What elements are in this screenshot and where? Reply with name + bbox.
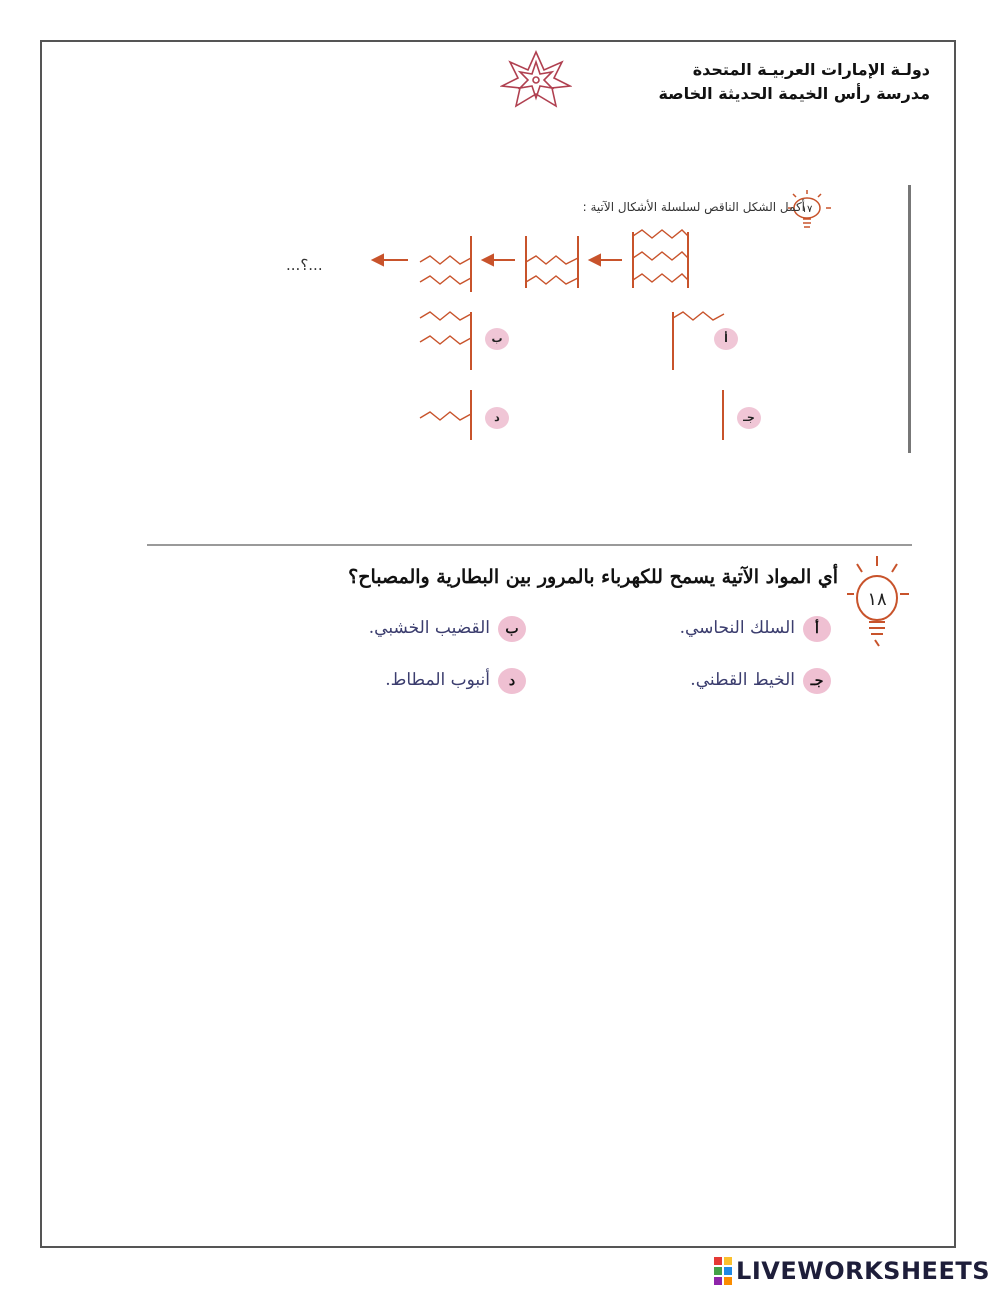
question17-option-d[interactable]: د bbox=[485, 407, 509, 429]
sequence-shape-2 bbox=[526, 236, 578, 288]
liveworksheets-brand: LIVEWORKSHEETS bbox=[736, 1257, 990, 1285]
header-country: دولـة الإمارات العربيـة المتحدة bbox=[692, 60, 930, 79]
option-b-shape bbox=[420, 312, 471, 370]
sequence-arrow-1 bbox=[590, 255, 622, 265]
question18-option-d-text: أنبوب المطاط. bbox=[385, 670, 490, 690]
question18-option-c-circle[interactable]: جـ bbox=[803, 668, 831, 694]
liveworksheets-footer bbox=[714, 1256, 990, 1286]
section-divider bbox=[147, 544, 912, 546]
question17-number: ١٧ bbox=[801, 204, 813, 215]
liveworksheets-logo-icon bbox=[714, 1257, 732, 1285]
sequence-shape-1 bbox=[633, 230, 688, 288]
question18-option-a-text: السلك النحاسي. bbox=[679, 618, 795, 638]
question18-option-b-circle[interactable]: ب bbox=[498, 616, 526, 642]
question18-number: ١٨ bbox=[867, 589, 887, 610]
question18-option-a-circle[interactable]: أ bbox=[803, 616, 831, 642]
sequence-placeholder: ...؟... bbox=[286, 256, 323, 274]
sequence-shape-3 bbox=[420, 236, 471, 292]
question18-prompt: أي المواد الآتية يسمح للكهرباء بالمرور بين البطارية والمصباح؟ bbox=[348, 566, 838, 588]
question18-option-d-circle[interactable]: د bbox=[498, 668, 526, 694]
question18-option-c-text: الخيط القطني. bbox=[690, 670, 795, 690]
option-d-shape bbox=[420, 390, 471, 440]
question17-option-a[interactable]: أ bbox=[714, 328, 738, 350]
question17-option-c[interactable]: جـ bbox=[737, 407, 761, 429]
header-school: مدرسة رأس الخيمة الحديثة الخاصة bbox=[658, 84, 930, 103]
question17-option-b[interactable]: ب bbox=[485, 328, 509, 350]
question17-prompt: أكمل الشكل الناقص لسلسلة الأشكال الآتية : bbox=[582, 200, 805, 214]
question18-option-b-text: القضيب الخشبي. bbox=[368, 618, 490, 638]
sequence-arrow-3 bbox=[373, 255, 408, 265]
question18-bulb-icon bbox=[845, 550, 915, 650]
sequence-arrow-2 bbox=[483, 255, 515, 265]
